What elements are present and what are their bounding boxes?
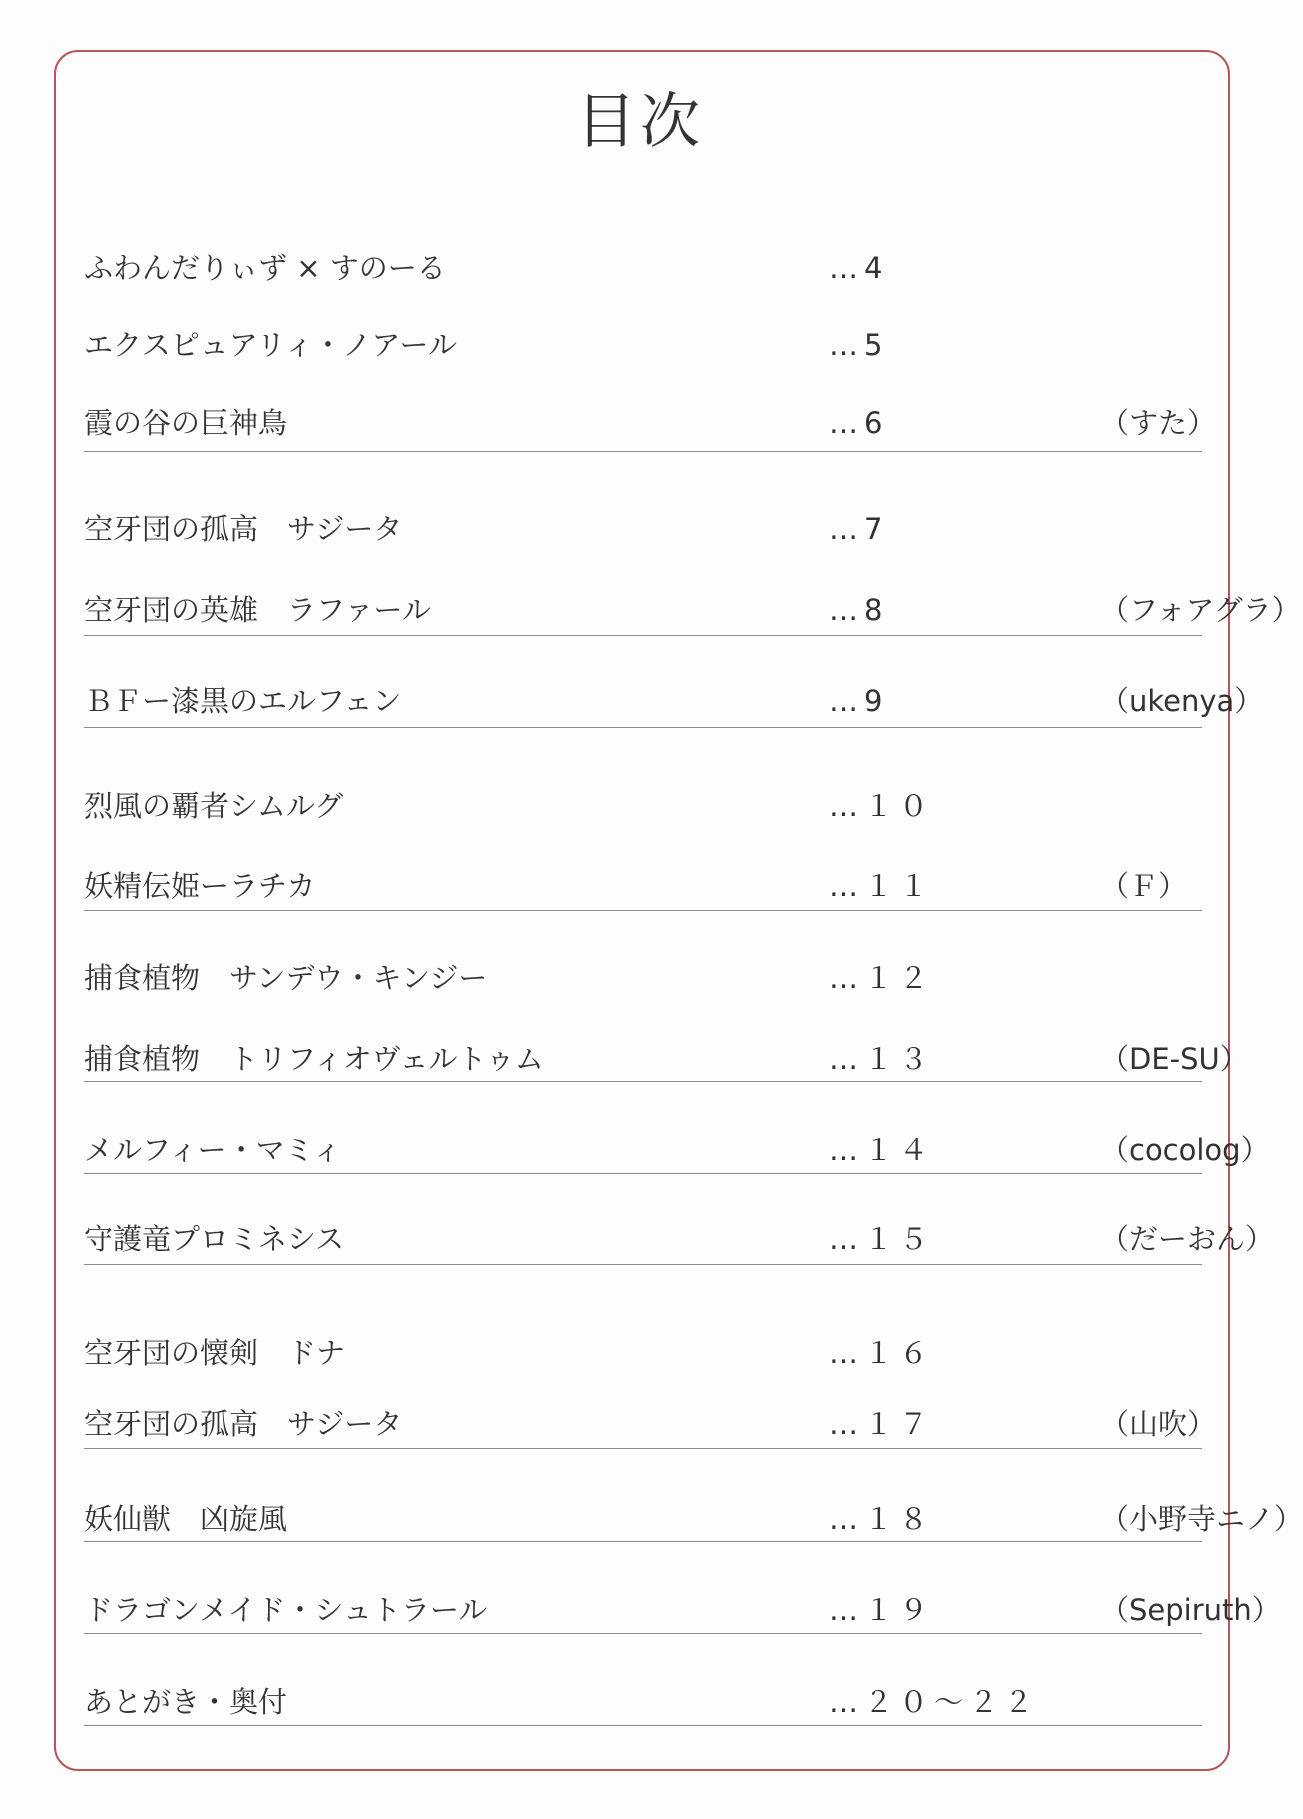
entry-page: …１１ (829, 869, 935, 903)
table-of-contents (84, 0, 1303, 1819)
toc-entry (84, 958, 1202, 998)
entry-author: （Ｆ） (1100, 869, 1188, 903)
entry-page: …１２ (829, 961, 935, 995)
group-divider (84, 635, 1202, 636)
toc-entry (84, 786, 1202, 826)
entry-page: …１９ (829, 1593, 935, 1627)
entry-page: …１３ (829, 1042, 935, 1076)
entry-title: メルフィー・マミィ (84, 1133, 342, 1167)
entry-page: …9 (829, 684, 889, 718)
entry-title: ＢＦー漆黒のエルフェン (84, 684, 402, 718)
entry-title: 捕食植物 トリフィオヴェルトゥム (84, 1042, 544, 1076)
toc-entry (84, 1219, 1275, 1259)
entry-author: （山吹） (1100, 1407, 1217, 1441)
entry-title: 烈風の覇者シムルグ (84, 789, 344, 823)
entry-page: …8 (829, 593, 889, 627)
entry-page: …２０～２２ (829, 1685, 1040, 1719)
group-divider (84, 1541, 1202, 1542)
entry-author: （Sepiruth） (1100, 1593, 1281, 1627)
entry-page: …7 (829, 512, 889, 546)
entry-title: 守護竜プロミネシス (84, 1222, 345, 1256)
toc-entry (84, 681, 1264, 721)
entry-page: …１５ (829, 1222, 935, 1256)
entry-page: …１７ (829, 1407, 935, 1441)
entry-title: 空牙団の孤高 サジータ (84, 1407, 403, 1441)
entry-author: （だーおん） (1100, 1222, 1275, 1256)
toc-entry (84, 1499, 1303, 1539)
group-divider (84, 910, 1202, 911)
toc-entry (84, 1039, 1249, 1079)
entry-title: 空牙団の懐剣 ドナ (84, 1336, 346, 1370)
toc-entry (84, 590, 1301, 630)
toc-entry (84, 1333, 1202, 1373)
group-divider (84, 451, 1202, 452)
entry-title: エクスピュアリィ・ノアール (84, 328, 457, 362)
entry-title: 空牙団の孤高 サジータ (84, 512, 403, 546)
entry-page: …6 (829, 406, 889, 440)
group-divider (84, 1633, 1202, 1634)
entry-title: ふわんだりぃず × すのーる (84, 251, 446, 285)
toc-entry (84, 1130, 1270, 1170)
entry-author: （DE-SU） (1100, 1042, 1249, 1076)
group-divider (84, 1264, 1202, 1265)
entry-title: 妖精伝姫ーラチカ (84, 869, 316, 903)
entry-title: あとがき・奥付 (84, 1685, 288, 1719)
entry-author: （フォアグラ） (1100, 593, 1301, 627)
toc-entry (84, 1682, 1202, 1722)
group-divider (84, 1725, 1202, 1726)
toc-entry (84, 325, 1202, 365)
toc-entry (84, 403, 1217, 443)
entry-page: …5 (829, 328, 889, 362)
toc-entry (84, 509, 1202, 549)
group-divider (84, 1081, 1202, 1082)
entry-author: （ukenya） (1100, 684, 1264, 718)
toc-entry (84, 866, 1202, 906)
toc-entry (84, 1404, 1217, 1444)
entry-author: （小野寺ニノ） (1100, 1502, 1303, 1536)
entry-author: （すた） (1100, 406, 1217, 440)
entry-author: （cocolog） (1100, 1133, 1270, 1167)
page-title: 目次 (576, 87, 704, 157)
group-divider (84, 727, 1202, 728)
group-divider (84, 1448, 1202, 1449)
entry-title: 捕食植物 サンデウ・キンジー (84, 961, 488, 995)
entry-title: ドラゴンメイド・シュトラール (84, 1593, 488, 1627)
entry-page: …4 (829, 251, 889, 285)
entry-page: …１４ (829, 1133, 935, 1167)
entry-title: 空牙団の英雄 ラファール (84, 593, 431, 627)
entry-page: …１０ (829, 789, 935, 823)
toc-entry (84, 248, 1202, 288)
group-divider (84, 1173, 1202, 1174)
entry-page: …１８ (829, 1502, 935, 1536)
entry-title: 霞の谷の巨神鳥 (84, 406, 288, 440)
entry-title: 妖仙獣 凶旋風 (84, 1502, 288, 1536)
toc-entry (84, 1590, 1281, 1630)
entry-page: …１６ (829, 1336, 935, 1370)
